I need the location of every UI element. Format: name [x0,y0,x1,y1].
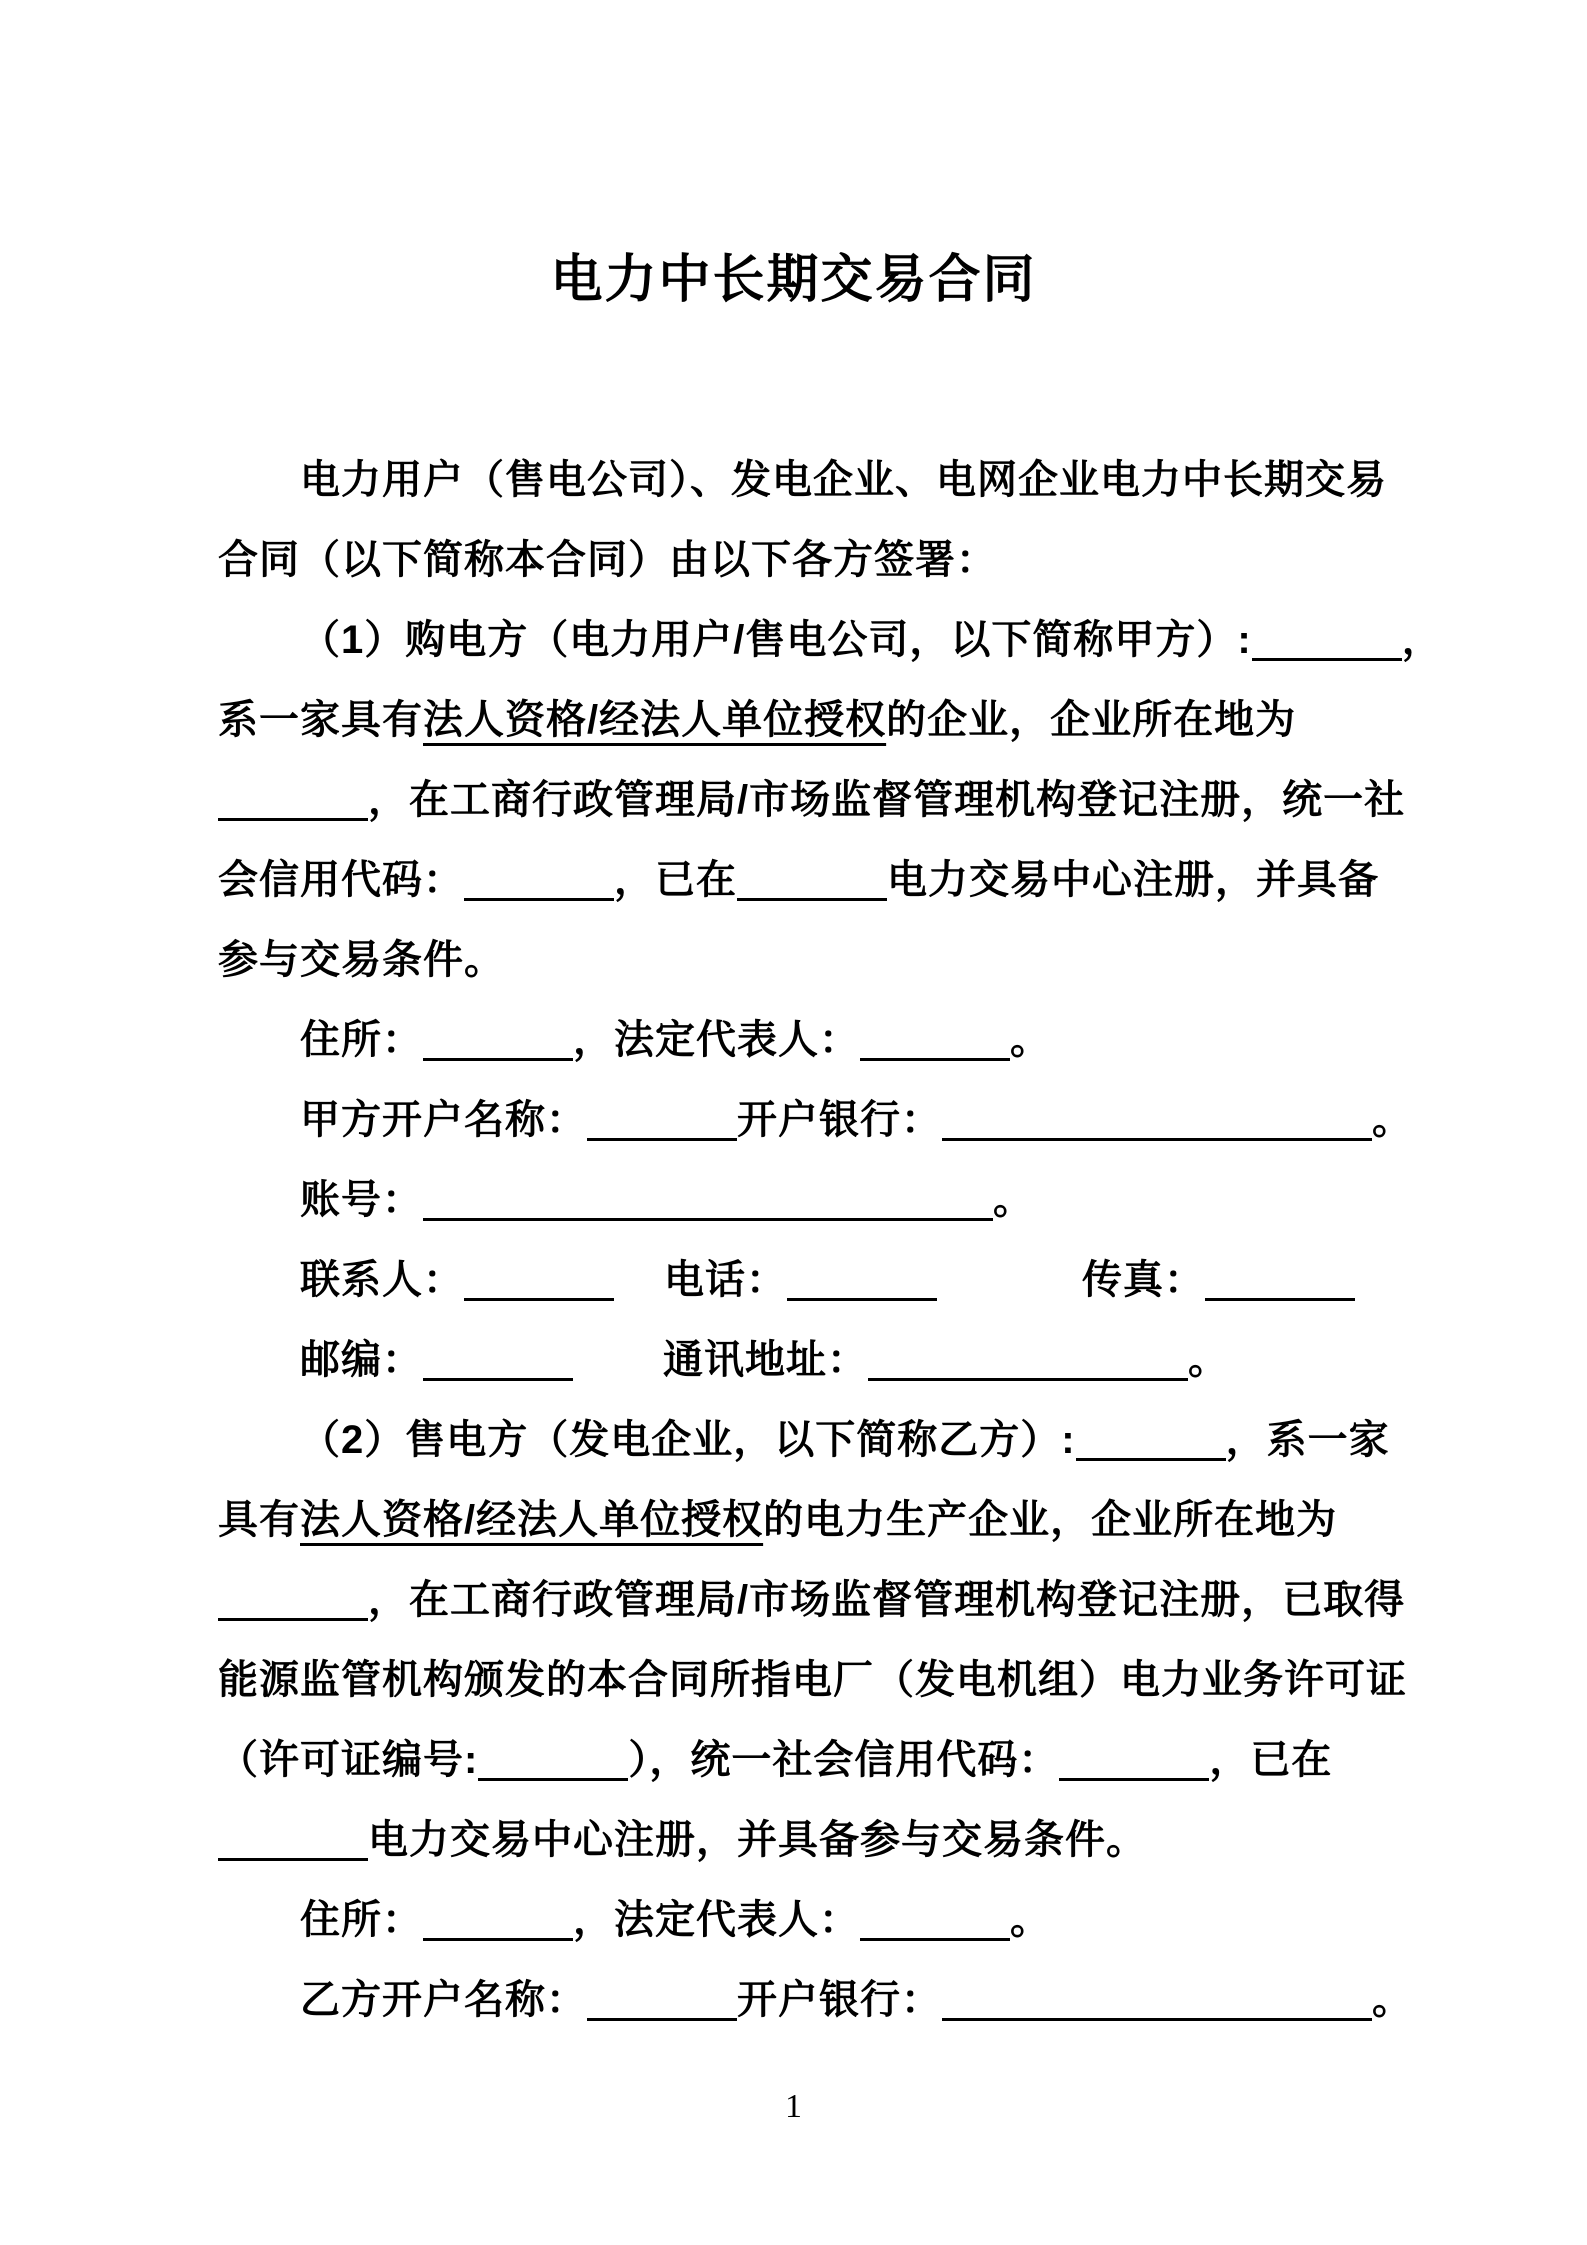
underlined-text-segment: 法人资格/经法人单位授权 [300,1498,764,1542]
text-segment: 合同（以下简称本合同）由以下各方签署： [218,538,997,582]
fill-in-blank [860,1898,1010,1941]
text-segment: ），统一社会信用代码： [628,1738,1060,1782]
party-b-address-line [218,1880,1448,1960]
party-a-postcode-line [218,1320,1448,1400]
fill-in-blank [587,1098,737,1141]
text-segment: 账号： [300,1178,423,1222]
fill-in-blank [868,1338,1188,1381]
text-segment: 住所： [300,1018,423,1062]
text-segment: 传真： [1082,1258,1205,1302]
text-segment: 能源监管机构颁发的本合同所指电厂（发电机组）电力业务许可证 [218,1658,1407,1702]
text-segment: ，已在 [614,858,737,902]
fill-in-blank [1059,1738,1209,1781]
text-segment: ， [1401,618,1443,662]
text-segment: 。 [1010,1018,1051,1062]
text-segment: ，法定代表人： [573,1898,860,1942]
text-segment: （1）购电方（电力用户/售电公司，以下简称甲方）: [300,618,1252,662]
text-segment: ，系一家 [1225,1418,1390,1462]
text-segment: （许可证编号: [218,1738,479,1782]
party-b-clause-line-5 [218,1720,1448,1800]
party-a-clause-line-3 [218,760,1448,840]
fill-in-blank [860,1018,1010,1061]
fill-in-blank [787,1258,937,1301]
party-a-clause-line-1 [218,600,1448,680]
text-segment: 。 [1372,1978,1413,2022]
text-segment: 电力交易中心注册，并具备 [887,858,1379,902]
text-segment: 系一家具有 [218,698,423,742]
fill-in-blank [478,1738,628,1781]
fill-in-blank [218,1818,368,1861]
party-b-clause-line-3 [218,1560,1448,1640]
fill-in-blank [1076,1418,1226,1461]
underlined-text-segment: 法人资格/经法人单位授权 [423,698,887,742]
fill-in-blank [423,1338,573,1381]
party-b-clause-line-4 [218,1640,1448,1720]
fill-in-blank [423,1898,573,1941]
text-segment: 住所： [300,1898,423,1942]
party-b-clause-line-2 [218,1480,1448,1560]
text-segment: 乙方开户名称： [300,1978,587,2022]
text-segment: 会信用代码： [218,858,464,902]
party-b-bank-line [218,1960,1448,2040]
fill-in-blank [423,1018,573,1061]
spacer-gap [573,1372,663,1373]
text-segment: 。 [993,1178,1034,1222]
spacer-gap [937,1292,1082,1293]
text-segment: 的企业，企业所在地为 [886,698,1297,742]
document-title: 电力中长期交易合同 [550,251,1037,309]
text-segment: 。 [1372,1098,1413,1142]
fill-in-blank [218,778,368,821]
fill-in-blank [1252,618,1402,661]
fill-in-blank [737,858,887,901]
text-segment: （2）售电方（发电企业，以下简称乙方）: [300,1418,1076,1462]
text-segment: 开户银行： [737,1978,942,2022]
fill-in-blank [464,1258,614,1301]
party-a-account-line [218,1160,1448,1240]
text-segment: ，法定代表人： [573,1018,860,1062]
fill-in-blank [942,1098,1372,1141]
party-a-contact-line [218,1240,1448,1320]
text-segment: ，在工商行政管理局/市场监督管理机构登记注册，已取得 [368,1578,1406,1622]
text-segment: ，在工商行政管理局/市场监督管理机构登记注册，统一社 [368,778,1406,822]
fill-in-blank [423,1178,993,1221]
preamble-line-1 [218,440,1448,520]
document-body [218,440,1448,2040]
preamble-line-2 [218,520,1448,600]
party-a-clause-line-4 [218,840,1448,920]
text-segment: 开户银行： [737,1098,942,1142]
party-a-address-line [218,1000,1448,1080]
fill-in-blank [1205,1258,1355,1301]
spacer-gap [614,1292,664,1293]
text-segment: 邮编： [300,1338,423,1382]
party-a-clause-line-2 [218,680,1448,760]
text-segment: 电力交易中心注册，并具备参与交易条件。 [368,1818,1147,1862]
text-segment: 具有 [218,1498,300,1542]
fill-in-blank [464,858,614,901]
page-number: 1 [785,2088,802,2125]
text-segment: 。 [1010,1898,1051,1942]
text-segment: ，已在 [1209,1738,1333,1782]
text-segment: 联系人： [300,1258,464,1302]
fill-in-blank [218,1578,368,1621]
party-b-clause-line-1 [218,1400,1448,1480]
text-segment: 电力用户（售电公司）、发电企业、电网企业电力中长期交易 [300,458,1387,502]
fill-in-blank [942,1978,1372,2021]
party-a-bank-line [218,1080,1448,1160]
text-segment: 的电力生产企业，企业所在地为 [763,1498,1338,1542]
text-segment: 。 [1188,1338,1229,1382]
text-segment: 通讯地址： [663,1338,868,1382]
party-a-clause-line-5 [218,920,1448,1000]
fill-in-blank [587,1978,737,2021]
text-segment: 电话： [664,1258,787,1302]
text-segment: 甲方开户名称： [300,1098,587,1142]
party-b-clause-line-6 [218,1800,1448,1880]
text-segment: 参与交易条件。 [218,938,505,982]
